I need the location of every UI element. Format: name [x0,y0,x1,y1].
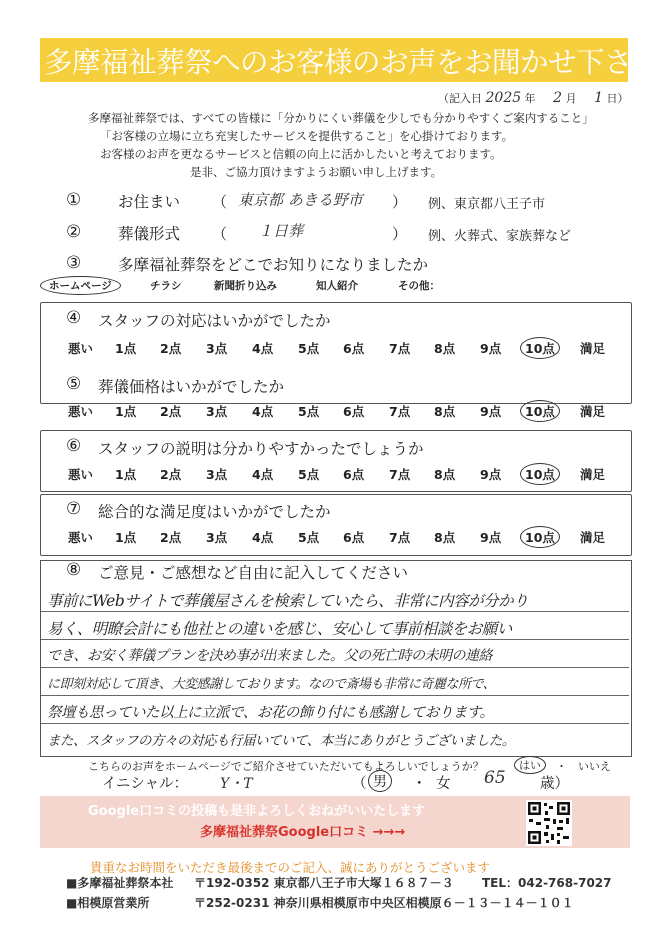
title-banner [40,38,661,82]
page-title: 多摩福祉葬祭へのお客様のお声をお聞かせ下さい [44,46,661,79]
thanks-message: 貴重なお時間をいただき最後までのご記入、誠にありがとうございます [90,860,491,875]
office-hq-address: 〒192-0352 東京都八王子市大塚１６８７－３ [194,876,454,890]
entry-date: （記入日 2025 年 2 月 1 日） [438,90,629,106]
intro-line-3: お客様のお声を更なるサービスと信頼の向上に活かしたいと考えております。 [100,147,502,161]
homepage-yes: はい [514,756,546,774]
comment-line-3: でき、お安く葬儀プランを決め事が出来ました。父の死亡時の未明の連絡 [47,648,492,664]
date-month: 2 [553,90,563,106]
q3-option-referral: 知人紹介 [316,280,358,292]
q7-selected: 10点 [520,526,560,548]
intro-line-1: 多摩福祉葬祭では、すべての皆様に「分かりにくい葬儀を少しでも分かりやすくご案内すること」 [88,111,594,125]
gender-male: 男 [368,770,392,792]
initials-label: イニシャル： [102,776,189,792]
q6-label: スタッフの説明は分かりやすかったでしょうか [98,440,424,458]
q5-label: 葬儀価格はいかがでしたか [98,378,285,396]
comment-line-6: また、スタッフの方々の対応も行届いていて、本当にありがとうございました。 [47,733,515,749]
q2-label: 葬儀形式 [118,225,181,243]
q7-label: 総合的な満足度はいかがでしたか [98,503,331,521]
q2-answer: １日葬 [258,222,304,240]
q4-selected: 10点 [520,337,560,359]
q1-number: ① [66,190,82,210]
comment-line-2: 易く、明瞭会計にも他社との違いを感じ、安心して事前相談をお願い [47,620,512,638]
homepage-question: こちらのお声をホームページでご紹介させていただいてもよろしいでしょうか？ [88,760,484,773]
q1-example: 例、東京都八王子市 [428,197,546,212]
date-day: 1 [594,90,603,106]
q7-number: ⑦ [66,499,82,519]
qr-code-icon[interactable] [526,800,572,846]
q1-label: お住まい [118,193,181,211]
comment-line-1: 事前にWebサイトで葬儀屋さんを検索していたら、非常に内容が分かり [47,592,529,610]
q3-option-flyer: チラシ [150,280,182,292]
comment-line-4: に即刻対応して頂き、大変感謝しております。なので斎場も非常に奇麗な所で、 [47,677,496,692]
office-sagamihara-name: ■相模原営業所 [66,896,150,910]
google-review-request: Google口コミの投稿も是非よろしくおねがいいたします [88,804,426,819]
q8-number: ⑧ [66,560,82,580]
q6-number: ⑥ [66,436,82,456]
q6-selected: 10点 [520,463,560,485]
q5-number: ⑤ [66,374,82,394]
q3-option-newspaper: 新聞折り込み [214,280,277,292]
date-year: 2025 [485,90,522,106]
q3-option-homepage: ホームページ [40,276,121,295]
q5-selected: 10点 [520,400,560,422]
q4-number: ④ [66,308,82,328]
comment-box [40,560,632,757]
office-hq-tel: TEL：042-768-7027 [482,876,612,890]
office-sagamihara-address: 〒252-0231 神奈川県相模原市中央区相模原６－１３－１４－１０１ [194,896,574,910]
q1-answer: 東京都 あきる野市 [238,191,363,209]
q2-number: ② [66,222,82,242]
office-hq-name: ■多摩福祉葬祭本社 [66,876,174,890]
comment-line-5: 祭壇も思っていた以上に立派で、お花の飾り付にも感謝しております。 [47,705,494,721]
initials-value: Y・T [220,776,253,792]
q3-option-other: その他： [398,280,440,292]
q3-number: ③ [66,253,82,273]
age-value: 65 [484,768,506,788]
homepage-no: いいえ [578,760,611,773]
q3-label: 多摩福祉葬祭をどこでお知りになりましたか [118,256,429,274]
google-review-link[interactable]: 多摩福祉葬祭Google口コミ →→→ [200,825,406,840]
q8-label: ご意見・ご感想など自由に記入してください [98,564,409,582]
q4-label: スタッフの対応はいかがでしたか [98,312,331,330]
gender-female: 女 [436,776,451,792]
intro-line-4: 是非、ご協力頂けますようお願い申し上げます。 [190,165,443,179]
intro-line-2: 「お客様の立場に立ち充実したサービスを提供すること」を心掛けております。 [100,129,514,143]
q2-example: 例、火葬式、家族葬など [428,229,572,244]
